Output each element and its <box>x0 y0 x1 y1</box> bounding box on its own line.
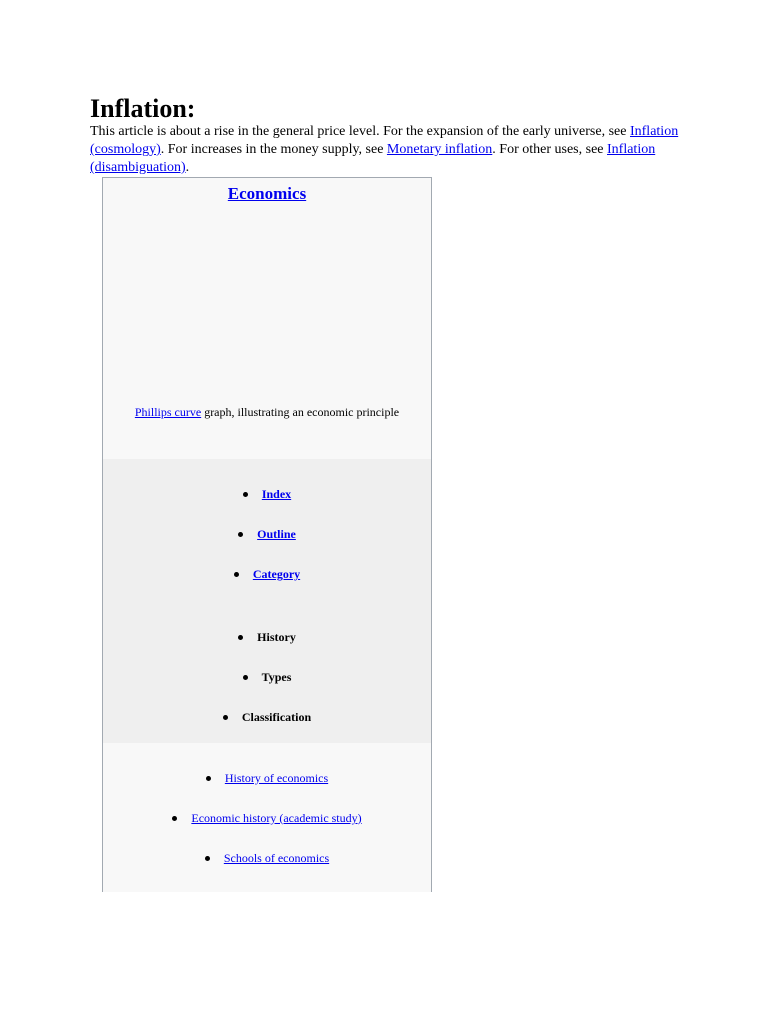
infobox-nav-section <box>103 459 431 743</box>
hatnote-text: . For increases in the money supply, see <box>160 142 387 157</box>
topic-item-schools-of-economics <box>103 850 431 866</box>
bullet-icon <box>206 776 211 781</box>
bullet-icon <box>243 675 248 680</box>
hatnote <box>90 123 690 177</box>
hatnote-text: This article is about a rise in the general price level. For the expansion of the early universe, see <box>90 124 630 139</box>
inflation-disambiguation-link[interactable]: Inflation (disambiguation) <box>90 142 656 175</box>
economic-history-link[interactable]: Economic history (academic study) <box>191 811 362 825</box>
schools-of-economics-link[interactable]: Schools of economics <box>223 851 330 865</box>
infobox-title <box>103 183 431 205</box>
bullet-icon <box>205 856 210 861</box>
topic-item-history-of-economics <box>103 770 431 786</box>
section-label: History <box>257 630 296 644</box>
economics-link[interactable]: Economics <box>227 184 307 203</box>
section-label: Types <box>261 670 292 684</box>
section-label: Classification <box>241 710 312 724</box>
hatnote-text: . <box>185 160 190 175</box>
infobox-caption <box>103 402 431 422</box>
bullet-icon <box>234 572 239 577</box>
index-link[interactable]: Index <box>261 487 292 501</box>
bullet-icon <box>243 492 248 497</box>
topic-item-economic-history <box>103 810 431 826</box>
caption-text: graph, illustrating an economic principle <box>201 405 400 419</box>
inflation-cosmology-link[interactable]: Inflation (cosmology) <box>90 124 679 157</box>
monetary-inflation-link[interactable]: Monetary inflation <box>386 142 493 157</box>
nav-item-index <box>103 486 431 502</box>
category-link[interactable]: Category <box>252 567 301 581</box>
section-types <box>103 669 431 685</box>
section-classification <box>103 709 431 725</box>
economics-infobox <box>102 177 432 892</box>
nav-item-category <box>103 566 431 582</box>
bullet-icon <box>172 816 177 821</box>
bullet-icon <box>238 635 243 640</box>
bullet-icon <box>223 715 228 720</box>
section-history <box>103 629 431 645</box>
history-of-economics-link[interactable]: History of economics <box>224 771 329 785</box>
outline-link[interactable]: Outline <box>257 527 296 541</box>
hatnote-text: . For other uses, see <box>492 142 607 157</box>
nav-item-outline <box>103 526 431 542</box>
phillips-curve-image <box>143 212 391 392</box>
bullet-icon <box>238 532 243 537</box>
page-title: Inflation: <box>90 94 196 123</box>
phillips-curve-link[interactable]: Phillips curve <box>134 405 202 419</box>
